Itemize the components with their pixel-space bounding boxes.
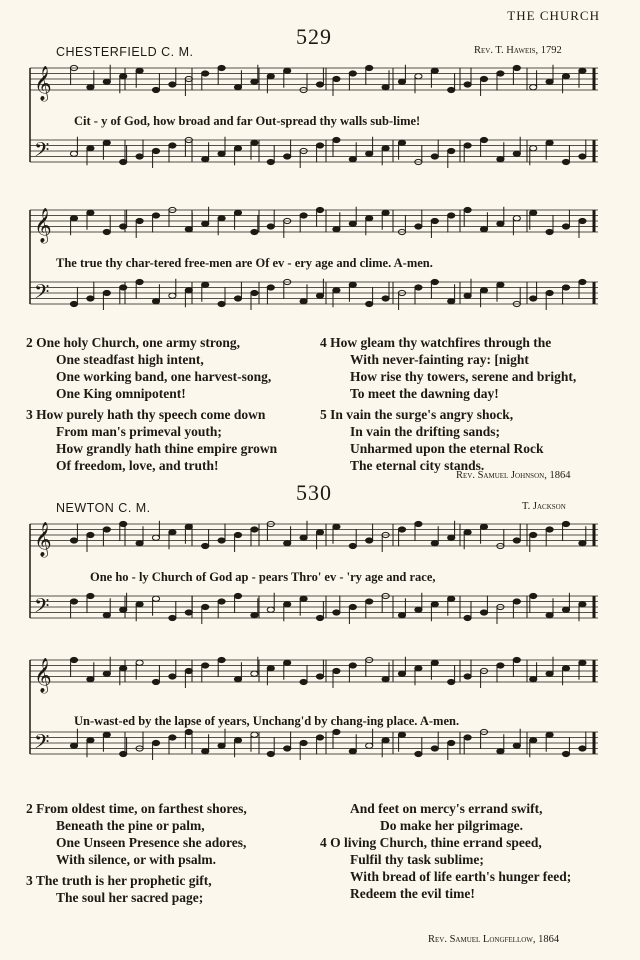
note-head — [431, 218, 438, 223]
note-head — [234, 593, 241, 598]
note-head — [579, 746, 586, 751]
verse-line: How rise thy towers, serene and bright, — [350, 369, 577, 384]
note-head — [497, 282, 504, 287]
tune-name-530: NEWTON C. M. — [56, 501, 151, 515]
note-head — [431, 154, 438, 159]
note-head — [464, 674, 471, 679]
note-head — [546, 140, 553, 145]
note-head — [169, 530, 176, 535]
note-head — [103, 290, 110, 295]
note-head — [562, 521, 569, 526]
note-head — [579, 660, 586, 665]
note-head — [251, 79, 258, 84]
note-head — [579, 602, 586, 607]
note-head — [562, 607, 569, 612]
note-head — [300, 535, 307, 540]
note-head — [185, 524, 192, 529]
note-head — [316, 82, 323, 87]
note-head — [546, 732, 553, 737]
note-head — [382, 738, 389, 743]
note-head — [513, 743, 520, 748]
note-head — [415, 224, 422, 229]
note-head — [103, 671, 110, 676]
note-head — [267, 74, 274, 79]
note-head — [333, 137, 340, 142]
note-head — [234, 296, 241, 301]
verse-line: To meet the dawning day! — [350, 386, 499, 401]
note-head — [234, 146, 241, 151]
note-head — [349, 543, 356, 548]
note-head — [218, 216, 225, 221]
lyrics-530-line1: One ho - ly Church of God ap - pears Thro' ev - 'ry age and race, — [90, 570, 436, 584]
note-head — [251, 140, 258, 145]
section-title: THE CHURCH — [507, 8, 600, 23]
note-head — [448, 213, 455, 218]
note-head — [136, 68, 143, 73]
note-head — [185, 288, 192, 293]
note-head — [185, 227, 192, 232]
note-head — [136, 154, 143, 159]
note-head — [382, 85, 389, 90]
verse-line: Do make her pilgrimage. — [380, 818, 523, 833]
note-head — [87, 85, 94, 90]
note-head — [251, 613, 258, 618]
verse-line: 2 One holy Church, one army strong, — [26, 335, 241, 350]
lyrics-529-line2: The true thy char-tered free-men are Of ev - ery age and clime. A-men. — [56, 256, 433, 270]
verse-line: One Unseen Presence she adores, — [56, 835, 247, 850]
note-head — [300, 596, 307, 601]
note-head — [366, 151, 373, 156]
note-head — [120, 607, 127, 612]
note-head — [218, 599, 225, 604]
note-head — [349, 604, 356, 609]
note-head — [366, 301, 373, 306]
note-head — [120, 666, 127, 671]
note-head — [284, 660, 291, 665]
note-head — [530, 146, 537, 151]
note-head — [464, 615, 471, 620]
verse-line: The eternal city stands. — [350, 458, 485, 473]
verse-line: Beneath the pine or palm, — [56, 818, 205, 833]
treble-clef-icon: 𝄞 — [34, 66, 52, 101]
note-head — [87, 593, 94, 598]
verse-line: 5 In vain the surge's angry shock, — [320, 407, 514, 422]
note-head — [267, 607, 274, 612]
note-head — [152, 596, 159, 601]
note-head — [234, 677, 241, 682]
note-head — [202, 663, 209, 668]
note-head — [316, 293, 323, 298]
note-head — [136, 279, 143, 284]
note-head — [218, 657, 225, 662]
note-head — [333, 76, 340, 81]
note-head — [316, 207, 323, 212]
note-head — [169, 143, 176, 148]
note-head — [218, 301, 225, 306]
note-head — [546, 290, 553, 295]
note-head — [513, 151, 520, 156]
verse-line: One steadfast high intent, — [56, 352, 204, 367]
note-head — [202, 543, 209, 548]
note-head — [431, 541, 438, 546]
note-head — [366, 599, 373, 604]
note-head — [546, 527, 553, 532]
note-head — [448, 299, 455, 304]
note-head — [398, 732, 405, 737]
verse-line: Redeem the evil time! — [350, 886, 475, 901]
note-head — [202, 221, 209, 226]
verse-line: With bread of life earth's hunger feed; — [350, 869, 572, 884]
note-head — [579, 154, 586, 159]
note-head — [234, 738, 241, 743]
note-head — [448, 596, 455, 601]
hymn-number-529: 529 — [296, 24, 332, 49]
note-head — [169, 674, 176, 679]
note-head — [349, 157, 356, 162]
note-head — [513, 657, 520, 662]
note-head — [579, 218, 586, 223]
note-head — [300, 740, 307, 745]
note-head — [202, 749, 209, 754]
verse-line: 4 How gleam thy watchfires through the — [320, 335, 552, 350]
note-head — [513, 599, 520, 604]
note-head — [300, 299, 307, 304]
note-head — [136, 218, 143, 223]
note-head — [562, 224, 569, 229]
verse-line: With silence, or with psalm. — [56, 852, 217, 867]
note-head — [251, 671, 258, 676]
note-head — [284, 154, 291, 159]
note-head — [87, 677, 94, 682]
note-head — [120, 224, 127, 229]
verse-line: 4 O living Church, thine errand speed, — [320, 835, 542, 850]
note-head — [562, 159, 569, 164]
note-head — [152, 213, 159, 218]
note-head — [103, 732, 110, 737]
note-head — [87, 146, 94, 151]
bass-clef-icon: 𝄢 — [34, 594, 50, 622]
note-head — [480, 610, 487, 615]
note-head — [546, 613, 553, 618]
note-head — [464, 207, 471, 212]
note-head — [284, 602, 291, 607]
treble-clef-icon: 𝄞 — [34, 658, 52, 693]
note-head — [136, 660, 143, 665]
note-head — [333, 288, 340, 293]
note-head — [267, 159, 274, 164]
note-head — [530, 210, 537, 215]
note-head — [152, 740, 159, 745]
note-head — [382, 146, 389, 151]
note-head — [169, 293, 176, 298]
verse-line: With never-fainting ray: [night — [350, 352, 529, 367]
note-head — [366, 538, 373, 543]
note-head — [152, 299, 159, 304]
note-head — [480, 288, 487, 293]
note-head — [316, 615, 323, 620]
verses-529-right — [320, 334, 610, 474]
note-head — [267, 224, 274, 229]
note-head — [497, 663, 504, 668]
note-head — [70, 151, 77, 156]
verse-line: And feet on mercy's errand swift, — [350, 801, 543, 816]
verses-530-left — [26, 800, 316, 906]
note-head — [333, 610, 340, 615]
note-head — [152, 87, 159, 92]
verse-line: One King omnipotent! — [56, 386, 186, 401]
note-head — [70, 743, 77, 748]
note-head — [185, 729, 192, 734]
bass-clef-icon: 𝄢 — [34, 138, 50, 166]
note-head — [333, 524, 340, 529]
bass-clef-icon: 𝄢 — [34, 280, 50, 308]
note-head — [202, 282, 209, 287]
note-head — [218, 743, 225, 748]
note-head — [497, 157, 504, 162]
note-head — [218, 538, 225, 543]
note-head — [415, 607, 422, 612]
note-head — [349, 749, 356, 754]
note-head — [103, 79, 110, 84]
treble-clef-icon: 𝄞 — [34, 208, 52, 243]
note-head — [398, 140, 405, 145]
note-head — [497, 71, 504, 76]
note-head — [202, 157, 209, 162]
verse-line: From man's primeval youth; — [56, 424, 222, 439]
note-head — [284, 541, 291, 546]
note-head — [120, 285, 127, 290]
note-head — [316, 530, 323, 535]
verse-line: 3 The truth is her prophetic gift, — [26, 873, 212, 888]
note-head — [398, 527, 405, 532]
note-head — [513, 216, 520, 221]
verse-line: 2 From oldest time, on farthest shores, — [26, 801, 247, 816]
note-head — [415, 74, 422, 79]
note-head — [316, 735, 323, 740]
note-head — [316, 674, 323, 679]
words-credit-529: Rev. Samuel Johnson, 1864 — [456, 470, 571, 481]
note-head — [480, 137, 487, 142]
note-head — [333, 227, 340, 232]
note-head — [333, 668, 340, 673]
hymn-number-530: 530 — [296, 480, 332, 505]
note-head — [234, 85, 241, 90]
note-head — [185, 610, 192, 615]
note-head — [169, 82, 176, 87]
note-head — [431, 660, 438, 665]
note-head — [120, 751, 127, 756]
note-head — [431, 602, 438, 607]
verse-line: The soul her sacred page; — [56, 890, 204, 905]
note-head — [103, 229, 110, 234]
note-head — [169, 735, 176, 740]
note-head — [480, 227, 487, 232]
note-head — [267, 751, 274, 756]
note-head — [431, 279, 438, 284]
note-head — [152, 679, 159, 684]
verse-line: Fulfil thy task sublime; — [350, 852, 484, 867]
note-head — [87, 210, 94, 215]
note-head — [382, 677, 389, 682]
note-head — [464, 143, 471, 148]
note-head — [562, 666, 569, 671]
note-head — [562, 751, 569, 756]
note-head — [251, 290, 258, 295]
note-head — [251, 229, 258, 234]
note-head — [431, 746, 438, 751]
note-head — [169, 615, 176, 620]
verses-529-left — [26, 334, 316, 474]
note-head — [415, 521, 422, 526]
note-head — [120, 521, 127, 526]
note-head — [562, 74, 569, 79]
note-head — [415, 751, 422, 756]
note-head — [464, 735, 471, 740]
note-head — [464, 293, 471, 298]
note-head — [152, 535, 159, 540]
note-head — [349, 221, 356, 226]
note-head — [120, 159, 127, 164]
note-head — [136, 541, 143, 546]
note-head — [333, 729, 340, 734]
note-head — [415, 285, 422, 290]
note-head — [267, 285, 274, 290]
note-head — [70, 538, 77, 543]
verse-line: In vain the drifting sands; — [350, 424, 501, 439]
note-head — [464, 82, 471, 87]
lyrics-529-line1: Cit - y of God, how broad and far Out-spread thy walls sub-lime! — [74, 114, 421, 128]
note-head — [349, 71, 356, 76]
note-head — [103, 140, 110, 145]
note-head — [234, 210, 241, 215]
note-head — [448, 740, 455, 745]
note-head — [579, 541, 586, 546]
note-head — [202, 71, 209, 76]
note-head — [300, 679, 307, 684]
note-head — [366, 216, 373, 221]
note-head — [185, 668, 192, 673]
verse-line: 3 How purely hath thy speech come down — [26, 407, 266, 422]
note-head — [382, 210, 389, 215]
verses-530-right — [320, 800, 610, 902]
note-head — [448, 679, 455, 684]
note-head — [398, 79, 405, 84]
note-head — [218, 65, 225, 70]
note-head — [152, 148, 159, 153]
note-head — [530, 85, 537, 90]
note-head — [431, 68, 438, 73]
note-head — [398, 613, 405, 618]
note-head — [398, 671, 405, 676]
note-head — [497, 749, 504, 754]
note-head — [415, 666, 422, 671]
note-head — [530, 677, 537, 682]
note-head — [316, 143, 323, 148]
note-head — [546, 79, 553, 84]
note-head — [103, 613, 110, 618]
note-head — [382, 296, 389, 301]
note-head — [284, 746, 291, 751]
lyrics-530-line2: Un-wast-ed by the lapse of years, Unchang'd by chang-ing place. A-men. — [74, 714, 460, 728]
note-head — [448, 87, 455, 92]
note-head — [70, 301, 77, 306]
note-head — [349, 663, 356, 668]
note-head — [284, 68, 291, 73]
note-head — [251, 527, 258, 532]
note-head — [120, 74, 127, 79]
treble-clef-icon: 𝄞 — [34, 522, 52, 557]
music-credit-529: Rev. T. Haweis, 1792 — [474, 45, 562, 56]
note-head — [234, 532, 241, 537]
note-head — [87, 532, 94, 537]
note-head — [530, 296, 537, 301]
words-credit-530: Rev. Samuel Longfellow, 1864 — [428, 934, 560, 945]
note-head — [103, 527, 110, 532]
note-head — [448, 535, 455, 540]
note-head — [530, 532, 537, 537]
note-head — [546, 671, 553, 676]
note-head — [480, 76, 487, 81]
note-head — [70, 657, 77, 662]
note-head — [70, 599, 77, 604]
note-head — [300, 213, 307, 218]
verse-line: One working band, one harvest-song, — [56, 369, 272, 384]
note-head — [202, 604, 209, 609]
verse-line: How grandly hath thine empire grown — [56, 441, 278, 456]
note-head — [579, 68, 586, 73]
note-head — [448, 148, 455, 153]
note-head — [87, 296, 94, 301]
note-head — [497, 221, 504, 226]
verse-line: Unharmed upon the eternal Rock — [350, 441, 544, 456]
note-head — [267, 666, 274, 671]
music-credit-530: T. Jackson — [522, 501, 566, 512]
note-head — [349, 282, 356, 287]
note-head — [70, 216, 77, 221]
note-head — [546, 229, 553, 234]
note-head — [136, 602, 143, 607]
bass-clef-icon: 𝄢 — [34, 730, 50, 758]
note-head — [513, 65, 520, 70]
note-head — [87, 738, 94, 743]
verse-line: Of freedom, love, and truth! — [56, 458, 219, 473]
note-head — [218, 151, 225, 156]
note-head — [464, 530, 471, 535]
note-head — [366, 65, 373, 70]
note-head — [480, 524, 487, 529]
note-head — [251, 732, 258, 737]
note-head — [530, 593, 537, 598]
note-head — [530, 738, 537, 743]
tune-name-529: CHESTERFIELD C. M. — [56, 45, 194, 59]
note-head — [562, 285, 569, 290]
note-head — [366, 743, 373, 748]
note-head — [513, 538, 520, 543]
note-head — [579, 279, 586, 284]
